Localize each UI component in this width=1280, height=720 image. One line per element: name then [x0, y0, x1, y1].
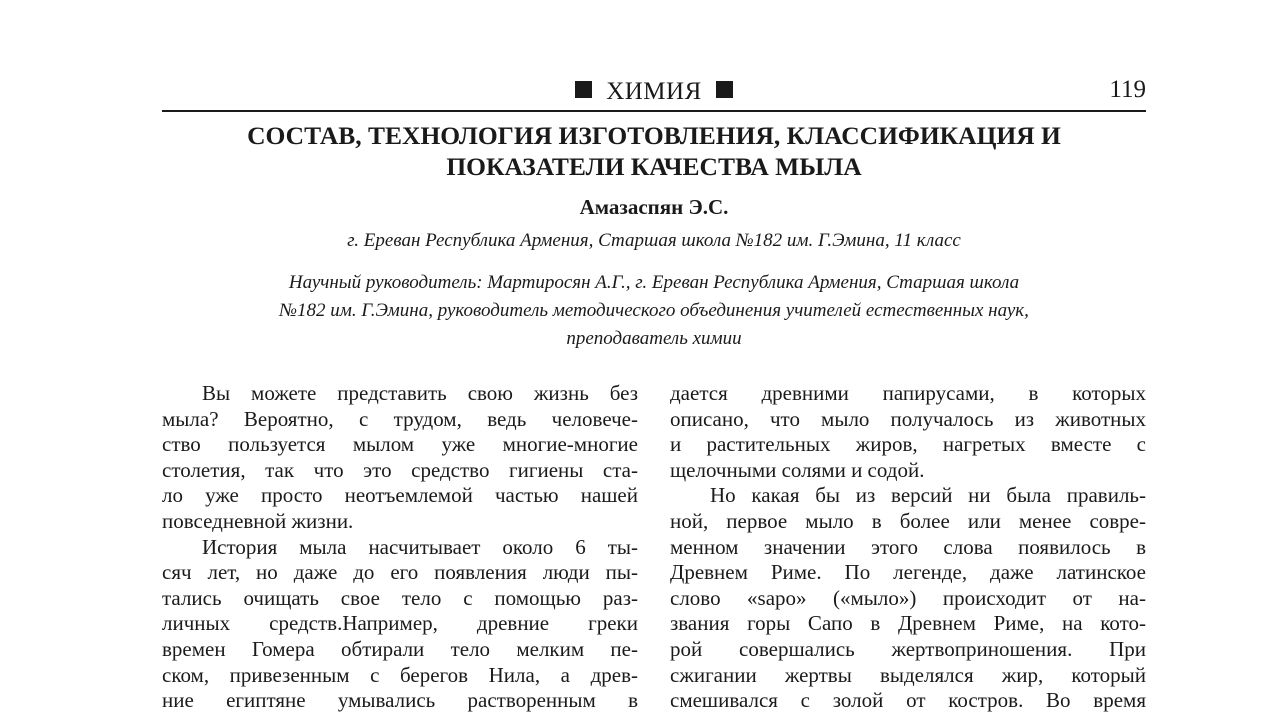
supervisor-line: преподаватель химии	[566, 328, 742, 349]
body-text-line: дается древними папирусами, в которых	[670, 381, 1146, 405]
body-text-line: рой совершались жертвоприношения. При	[670, 636, 1146, 661]
body-text-line: Древнем Риме. По легенде, даже латинское	[670, 560, 1146, 585]
article-title-line: ПОКАЗАТЕЛИ КАЧЕСТВА МЫЛА	[446, 152, 862, 181]
body-text-line: Вы можете представить свою жизнь без	[202, 381, 638, 405]
article-title	[162, 120, 1146, 182]
body-text-line: сяч лет, но даже до его появления люди пы-	[162, 560, 638, 585]
body-text-line: повседневной жизни.	[162, 508, 354, 533]
body-text-line: История мыла насчитывает около 6 ты-	[202, 534, 638, 559]
body-text-line: ло уже просто неотъемлемой частью нашей	[162, 483, 638, 508]
section-name: ХИМИЯ	[606, 78, 702, 105]
author-name: Амазаспян Э.С.	[579, 195, 729, 219]
body-text-line: ском, привезенным с берегов Нила, а древ-	[162, 662, 638, 687]
body-text-line: ство пользуется мылом уже многие-многие	[162, 432, 638, 457]
body-text-line: времен Гомера обтирали тело мелким пе-	[162, 636, 638, 661]
article-title-line: СОСТАВ, ТЕХНОЛОГИЯ ИЗГОТОВЛЕНИЯ, КЛАССИФИКАЦИЯ И	[247, 121, 1061, 150]
supervisor-line: №182 им. Г.Эмина, руководитель методического объединения учителей естественных наук,	[279, 300, 1029, 321]
body-text-line: личных средств.Например, древние греки	[162, 611, 638, 636]
author-affiliation: г. Ереван Республика Армения, Старшая школа №182 им. Г.Эмина, 11 класс	[347, 230, 961, 251]
body-column-left	[162, 381, 638, 714]
supervisor-line: Научный руководитель: Мартиросян А.Г., г. Ереван Республика Армения, Старшая школа	[288, 272, 1020, 293]
body-text-line: смешивался с золой от костров. Во время	[670, 688, 1146, 713]
body-text-line: менном значении этого слова появилось в	[670, 534, 1146, 559]
header-divider	[162, 110, 1146, 112]
square-bullet-icon	[575, 81, 592, 98]
body-text-line: и растительных жиров, нагретых вместе с	[670, 432, 1146, 457]
section-heading	[162, 78, 1146, 106]
body-text-line: тались очищать свое тело с помощью раз-	[162, 585, 638, 610]
body-text-line: звания горы Сапо в Древнем Риме, на кото-	[670, 611, 1146, 636]
body-text-line: мыла? Вероятно, с трудом, ведь человече-	[162, 406, 638, 431]
body-text-line: сжигании жертвы выделялся жир, который	[670, 662, 1146, 687]
body-text-line: щелочными солями и содой.	[670, 457, 925, 482]
body-text-line: Но какая бы из версий ни была правиль-	[710, 483, 1146, 508]
square-bullet-icon	[716, 81, 733, 98]
page-number: 119	[1109, 76, 1146, 103]
body-text-line: описано, что мыло получалось из животных	[670, 406, 1146, 431]
body-text-line: слово «sapo» («мыло») происходит от на-	[670, 585, 1146, 610]
supervisor-info	[182, 269, 1126, 353]
running-header	[162, 74, 1146, 108]
body-text-line: ной, первое мыло в более или менее совре-	[670, 508, 1146, 533]
body-text-line: столетия, так что это средство гигиены ста-	[162, 457, 638, 482]
body-column-right	[670, 381, 1146, 714]
body-text-line: ние египтяне умывались растворенным в	[162, 688, 638, 713]
